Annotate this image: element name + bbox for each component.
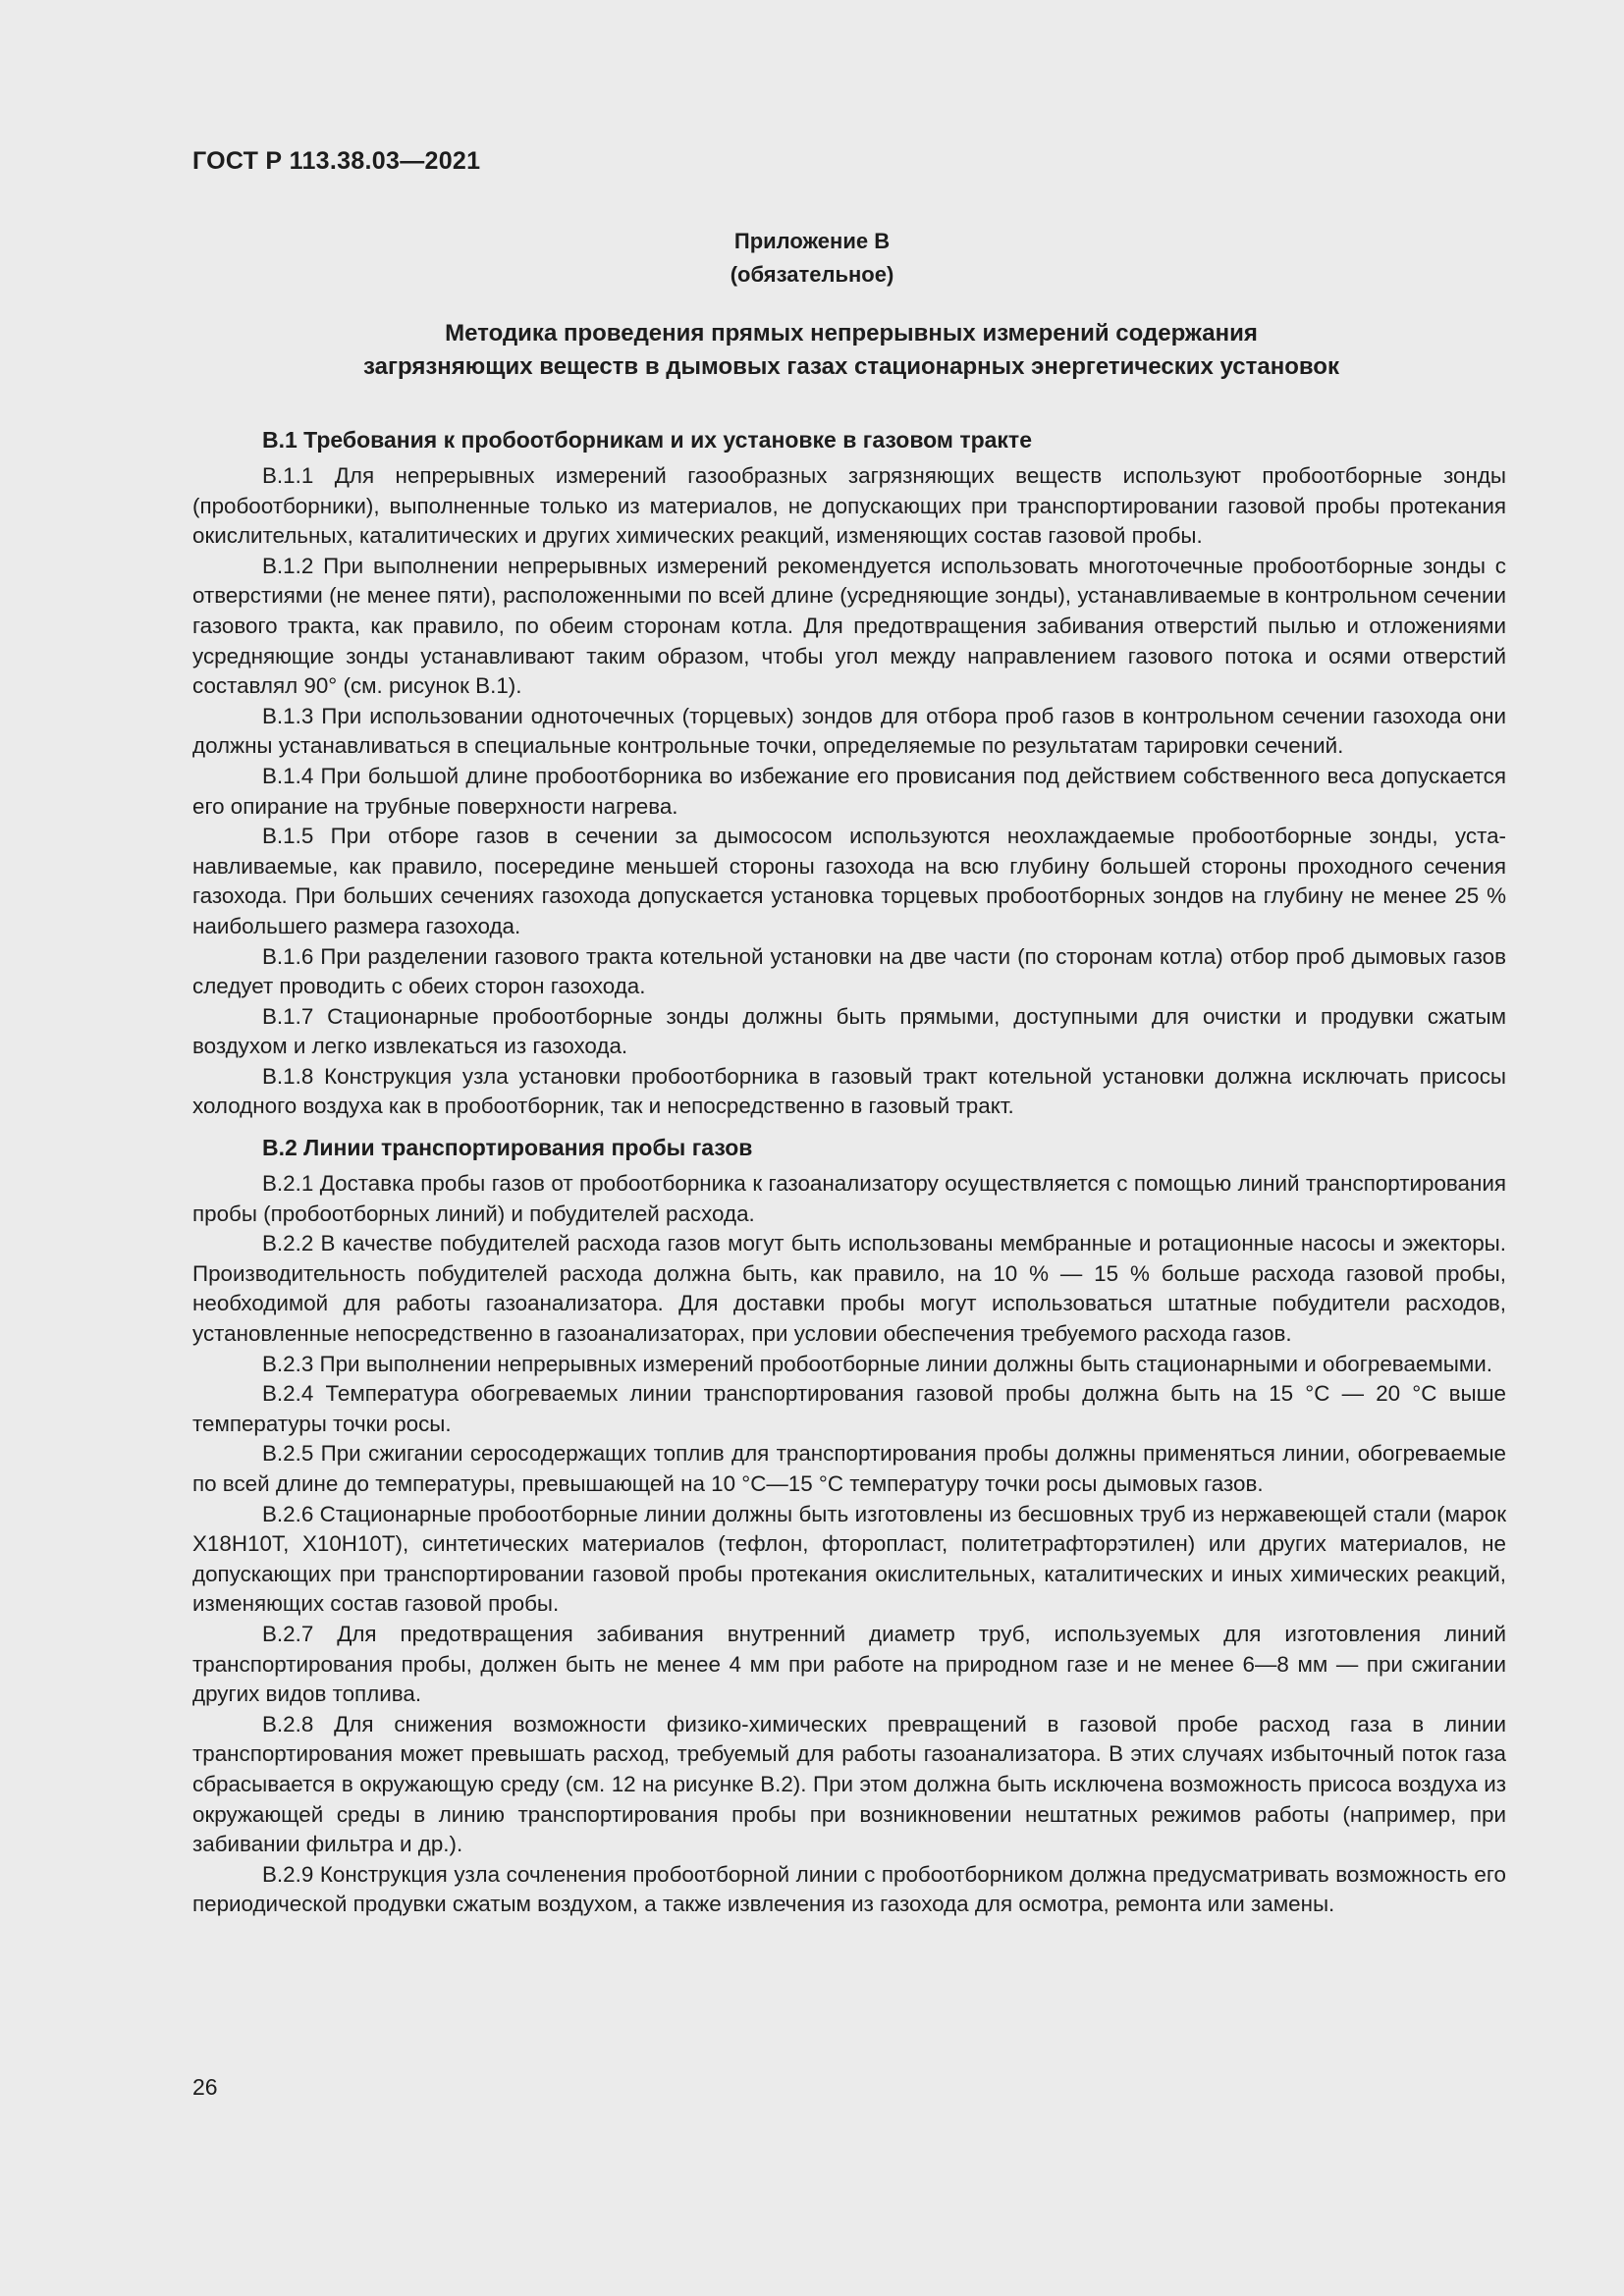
paragraph-b-2-4: В.2.4 Температура обогреваемых линии транспортирования газовой пробы должна быть на 15 °С — 20 °С выше температуры точки росы. bbox=[192, 1381, 1506, 1436]
paragraph-b-1-3: В.1.3 При использовании одноточечных (торцевых) зондов для отбора проб газов в контрольном сечении газохода они должны устанавливаться в специальные контрольные точки, определяемые по результатам тарировки сечений. bbox=[192, 703, 1506, 759]
appendix-title bbox=[0, 317, 1624, 384]
section-heading: В.1 Требования к пробоотборникам и их установке в газовом тракте bbox=[262, 427, 1032, 453]
section-heading: В.2 Линии транспортирования пробы газов bbox=[262, 1135, 753, 1161]
doc-number-header: ГОСТ Р 113.38.03—2021 bbox=[192, 147, 481, 175]
paragraph-b-1-8: В.1.8 Конструкция узла установки пробоотборника в газовый тракт котельной установки должна исключать присосы холодного воздуха как в пробоотборник, так и непосредственно в газовый тракт. bbox=[192, 1063, 1506, 1119]
paragraph-b-1-4: В.1.4 При большой длине пробоотборника во избежание его провисания под действием собственного веса допускается его опирание на трубные поверхности нагрева. bbox=[192, 763, 1506, 819]
paragraph-b-1-2: В.1.2 При выполнении непрерывных измерений рекомендуется использовать многоточечные пробоотборные зонды с отверстиями (не менее пяти), расположенными по всей длине (усредняющие зонды), устанавливаемые в контрольном сечении газового тракта, как правило, по обеим сторонам котла. Для предотвращения забивания отверстий пылью и отложениями усредняющие зонды устанавливают таким образом, чтобы угол между направлением газового потока и осями отверстий составлял 90° (см. рисунок В.1). bbox=[192, 553, 1506, 699]
paragraph-b-2-1: В.2.1 Доставка пробы газов от пробоотборника к газоанализатору осуществляется с помощью линий транспортирования пробы (пробоотборных линий) и побудителей расхода. bbox=[192, 1171, 1506, 1226]
paragraph-b-2-7: В.2.7 Для предотвращения забивания внутренний диаметр труб, используемых для изготовления линий транспортирования пробы, должен быть не менее 4 мм при работе на природном газе и не менее 6—8 мм — при сжигании других видов топлива. bbox=[192, 1621, 1506, 1707]
paragraph-b-2-2: В.2.2 В качестве побудителей расхода газов могут быть использованы мембранные и ротационные насосы и эжекторы. Производительность побудителей расхода должна быть, как правило, на 10 % — 15 % больше расхода газовой пробы, необходимой для работы газоанализатора. Для доставки пробы могут использоваться штатные побудители расходов, установленные непосредственно в газоанализаторах, при условии обеспечения требуемого расхода газов. bbox=[192, 1231, 1506, 1347]
paragraph-b-1-7: В.1.7 Стационарные пробоотборные зонды должны быть прямыми, доступными для очистки и продувки сжатым воздухом и легко извлекаться из газохода. bbox=[192, 1003, 1506, 1059]
paragraph-b-2-9: В.2.9 Конструкция узла сочленения пробоотборной линии с пробоотборником должна предусматривать возможность его периодической продувки сжатым воздухом, а также извлечения из газохода для осмотра, ремонта или замены. bbox=[192, 1861, 1506, 1917]
appendix-heading bbox=[0, 225, 1624, 292]
page-number: 26 bbox=[192, 2074, 218, 2100]
document-body bbox=[192, 424, 1506, 1920]
appendix-title-line-2: загрязняющих веществ в дымовых газах стационарных энергетических установок bbox=[363, 353, 1339, 380]
paragraph-b-1-5: В.1.5 При отборе газов в сечении за дымососом используются неохлаждаемые пробоотборные зонды, устанавливаемые, как правило, посередине меньшей стороны газохода на всю глубину большей стороны проходного сечения газохода. При больших сечениях газохода допускается установка торцевых пробоотборных зондов на глубину не менее 25 % наибольшего размера газохода. bbox=[192, 824, 1506, 938]
paragraph-b-1-1: В.1.1 Для непрерывных измерений газообразных загрязняющих веществ используют пробоотборные зонды (пробоотборники), выполненные только из материалов, не допускающих при транспортировании газовой пробы протекания окислительных, каталитических и других химических реакций, изменяющих состав газовой пробы. bbox=[192, 463, 1506, 549]
paragraph-b-1-6: В.1.6 При разделении газового тракта котельной установки на две части (по сторонам котла) отбор проб дымовых газов следует проводить с обеих сторон газохода. bbox=[192, 943, 1506, 999]
section-b2 bbox=[192, 1132, 1506, 1920]
paragraph-b-2-6: В.2.6 Стационарные пробоотборные линии должны быть изготовлены из бесшовных труб из нержавеющей стали (марок Х18Н10Т, Х10Н10Т), синтетических материалов (тефлон, фторопласт, политетрафторэтилен) или других материалов, не допускающих при транспортировании газовой пробы протекания окислительных, каталитических и иных химических реакций, изменяющих состав газовой пробы. bbox=[192, 1501, 1506, 1617]
appendix-label: Приложение В bbox=[733, 229, 891, 253]
section-b1 bbox=[192, 424, 1506, 1122]
paragraph-b-2-8: В.2.8 Для снижения возможности физико-химических превращений в газовой пробе расход газа в линии транспортирования может превышать расход, требуемый для работы газоанализатора. В этих случаях избыточный поток газа сбрасывается в окружающую среду (см. 12 на рисунке В.2). При этом должна быть исключена возможность присоса воздуха из окружающей среды в линию транспортирования пробы при возникновении нештатных режимов работы (например, при забивании фильтра и др.). bbox=[192, 1711, 1506, 1857]
appendix-title-line-1: Методика проведения прямых непрерывных измерений содержания bbox=[445, 320, 1258, 347]
paragraph-b-2-3: В.2.3 При выполнении непрерывных измерений пробоотборные линии должны быть стационарными и обогреваемыми. bbox=[262, 1351, 1492, 1376]
appendix-status: (обязательное) bbox=[730, 262, 894, 287]
paragraph-b-2-5: В.2.5 При сжигании серосодержащих топлив для транспортирования пробы должны применяться линии, обогреваемые по всей длине до температуры, превышающей на 10 °С—15 °С температуру точки росы дымовых газов. bbox=[192, 1441, 1506, 1496]
